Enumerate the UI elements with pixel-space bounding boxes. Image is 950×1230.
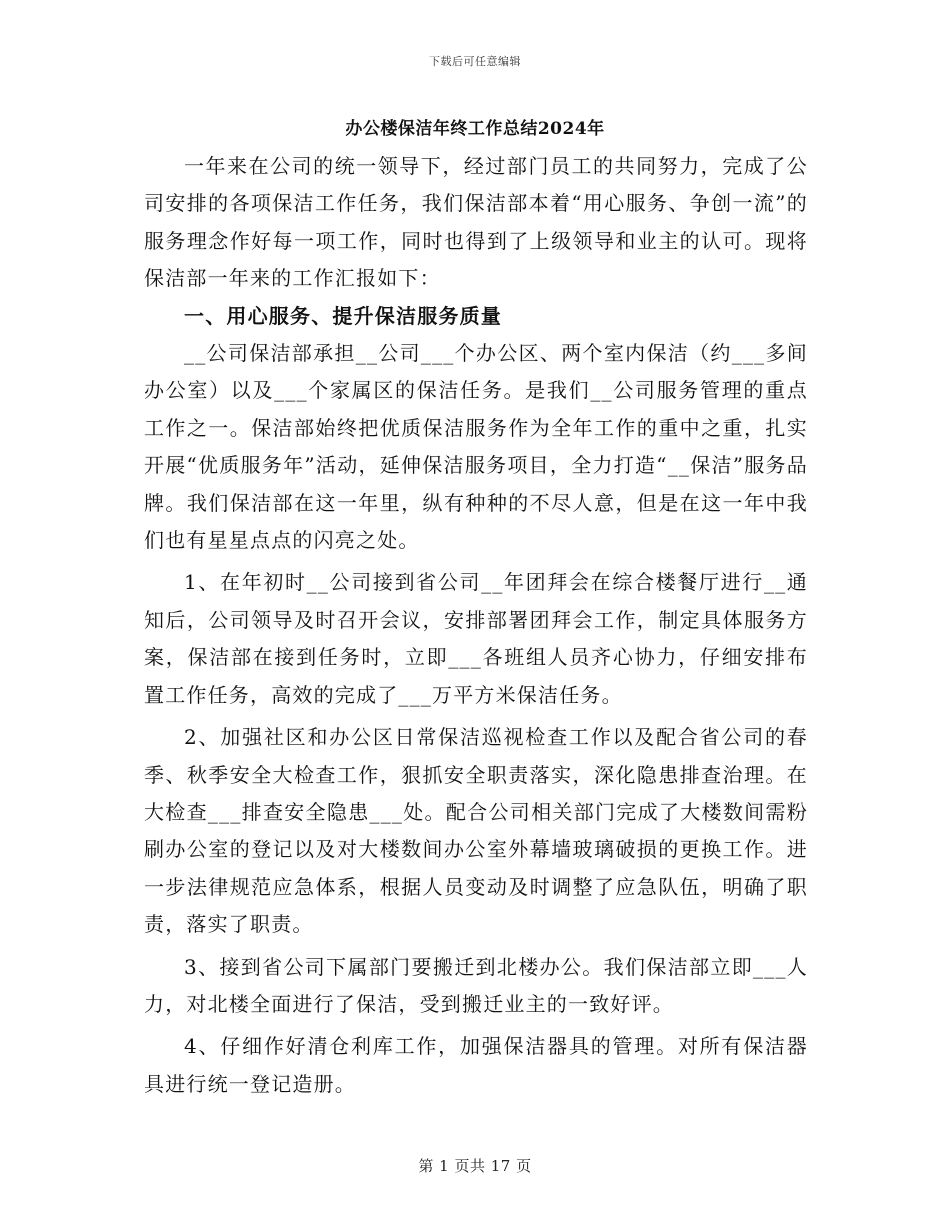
section-heading: 一、用心服务、提升保洁服务质量 bbox=[184, 303, 502, 328]
document-body bbox=[144, 148, 808, 1103]
page-footer: 第 1 页共 17 页 bbox=[418, 1157, 532, 1175]
list-item-1: 1、在年初时__公司接到省公司__年团拜会在综合楼餐厅进行__通知后，公司领导及时召开会议，安排部署团拜会工作，制定具体服务方案，保洁部在接到任务时，立即___各班组人员齐心协力，仔细安排布置工作任务，高效的完成了___万平方米保洁任务。 bbox=[144, 570, 808, 707]
intro-paragraph: 一年来在公司的统一领导下，经过部门员工的共同努力，完成了公司安排的各项保洁工作任务，我们保洁部本着“用心服务、争创一流”的服务理念作好每一项工作，同时也得到了上级领导和业主的认可。现将保洁部一年来的工作汇报如下： bbox=[144, 154, 808, 291]
header-note: 下载后可任意编辑 bbox=[429, 55, 521, 68]
document-title: 办公楼保洁年终工作总结2024年 bbox=[345, 119, 605, 139]
body-paragraph: __公司保洁部承担__公司___个办公区、两个室内保洁（约___多间办公室）以及___个家属区的保洁任务。是我们__公司服务管理的重点工作之一。保洁部始终把优质保洁服务作为全年工作的重中之重，扎实开展“优质服务年”活动，延伸保洁服务项目，全力打造“__保洁”服务品牌。我们保洁部在这一年里，纵有种种的不尽人意，但是在这一年中我们也有星星点点的闪亮之处。 bbox=[144, 341, 808, 553]
list-item-2: 2、加强社区和办公区日常保洁巡视检查工作以及配合省公司的春季、秋季安全大检查工作，狠抓安全职责落实，深化隐患排查治理。在大检查___排查安全隐患___处。配合公司相关部门完成了大楼数间需粉刷办公室的登记以及对大楼数间办公室外幕墙玻璃破损的更换工作。进一步法律规范应急体系，根据人员变动及时调整了应急队伍，明确了职责，落实了职责。 bbox=[144, 725, 808, 937]
list-item-4: 4、仔细作好清仓利库工作，加强保洁器具的管理。对所有保洁器具进行统一登记造册。 bbox=[144, 1034, 808, 1096]
list-item-3: 3、接到省公司下属部门要搬迁到北楼办公。我们保洁部立即___人力，对北楼全面进行了保洁，受到搬迁业主的一致好评。 bbox=[144, 954, 808, 1016]
